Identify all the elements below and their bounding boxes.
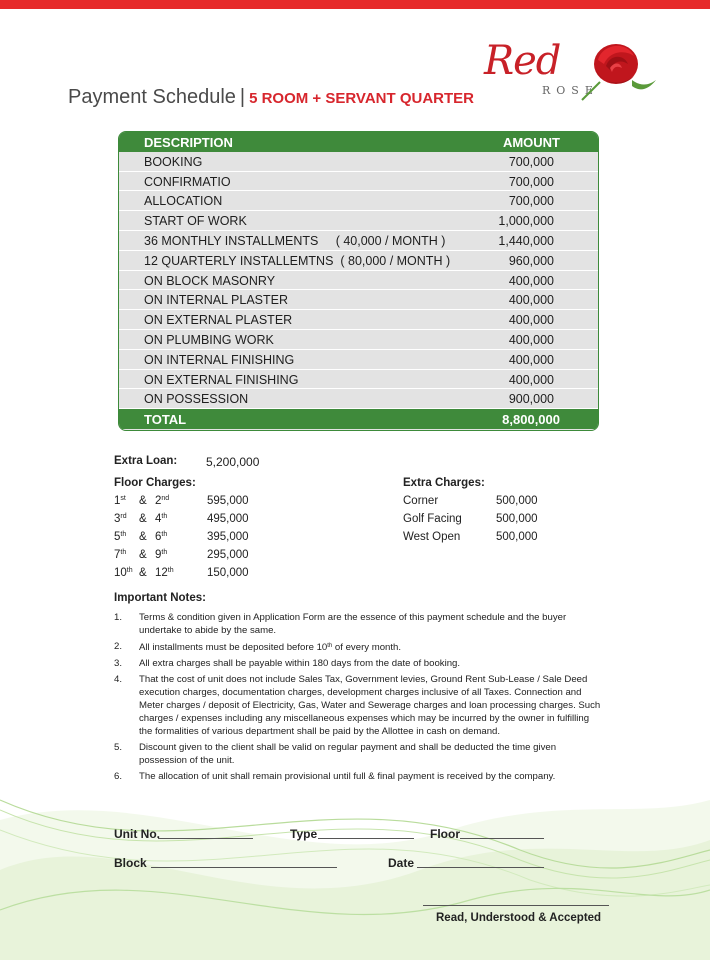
table-row xyxy=(119,191,598,211)
block-field[interactable] xyxy=(151,867,337,868)
note-text-pre: All installments must be deposited before 10 xyxy=(139,642,328,653)
table-row xyxy=(119,350,598,370)
floor-a: 7th xyxy=(114,549,127,561)
note-number: 6. xyxy=(114,771,123,782)
row-description: ON BLOCK MASONRY xyxy=(144,273,276,288)
floor-charges-title: Floor Charges: xyxy=(114,477,196,489)
floor-value: 595,000 xyxy=(207,495,249,507)
floor-value: 395,000 xyxy=(207,531,249,543)
note-item xyxy=(114,741,604,767)
row-amount: 1,440,000 xyxy=(498,233,554,248)
header-amount: AMOUNT xyxy=(502,135,560,150)
page-heading xyxy=(68,86,474,109)
table-row xyxy=(119,231,598,251)
floor-b: 6th xyxy=(155,531,168,543)
row-amount: 400,000 xyxy=(508,273,554,288)
table-row xyxy=(119,389,598,409)
note-text: That the cost of unit does not include Sales Tax, Government levies, Ground Rent Sub-Lease / Sale Deed execution charges, documentation charges, development charges inclusive of all Taxes. Connection and Meter charges / deposit of Electricity, Gas, Water and Sewerage charges and loan processing charges. Such charges / expenses including any miscellaneous expenses which may be incurred by the owner in fulfilling the formalities of various department shall be paid by the Allottee in cash on demand. xyxy=(139,674,601,737)
note-number: 1. xyxy=(114,612,123,623)
note-text: The allocation of unit shall remain provisional until full & final payment is received by the company. xyxy=(139,771,556,782)
row-amount: 400,000 xyxy=(508,372,554,387)
table-total-row xyxy=(119,409,598,429)
row-description: ON PLUMBING WORK xyxy=(144,332,274,347)
table-row xyxy=(119,152,598,172)
note-item xyxy=(114,657,604,670)
total-amount: 8,800,000 xyxy=(502,412,560,428)
note-text-post: of every month. xyxy=(332,642,402,653)
note-text: All extra charges shall be payable within 180 days from the date of booking. xyxy=(139,658,461,669)
floor-b: 4th xyxy=(155,513,168,525)
floor-label: Floor xyxy=(430,827,460,841)
date-label: Date xyxy=(388,856,415,870)
logo-subword: ROSE xyxy=(542,84,599,97)
row-description: ON POSSESSION xyxy=(144,392,249,407)
extra-loan-value: 5,200,000 xyxy=(206,455,260,469)
row-description: ON INTERNAL PLASTER xyxy=(144,293,289,308)
floor-amp: & xyxy=(139,531,147,543)
table-header-row xyxy=(119,132,598,152)
type-field[interactable] xyxy=(318,838,414,839)
extra-charge-value: 500,000 xyxy=(496,495,538,507)
table-row xyxy=(119,330,598,350)
table-row xyxy=(119,172,598,192)
signature-field[interactable] xyxy=(423,905,609,906)
floor-field[interactable] xyxy=(460,838,544,839)
signature-label: Read, Understood & Accepted xyxy=(436,912,602,924)
extra-charge-value: 500,000 xyxy=(496,531,538,543)
extra-charge-label: Corner xyxy=(403,495,439,507)
row-description: BOOKING xyxy=(144,154,203,169)
floor-a: 5th xyxy=(114,531,127,543)
floor-amp: & xyxy=(139,567,147,579)
red-rose-logo xyxy=(476,28,666,108)
extra-charge-value: 500,000 xyxy=(496,513,538,525)
row-amount: 400,000 xyxy=(508,332,554,347)
row-description: ON INTERNAL FINISHING xyxy=(144,352,295,367)
row-amount: 900,000 xyxy=(508,392,554,407)
row-description: 12 QUARTERLY INSTALLEMTNS ( 80,000 / MONTH ) xyxy=(144,253,451,268)
floor-b: 2nd xyxy=(155,495,170,507)
date-field[interactable] xyxy=(417,867,544,868)
extra-charge-label: Golf Facing xyxy=(403,513,462,525)
table-row xyxy=(119,251,598,271)
payment-table xyxy=(118,131,599,431)
note-number: 2. xyxy=(114,641,123,652)
table-row xyxy=(119,271,598,291)
rose-icon xyxy=(580,30,660,102)
table-row xyxy=(119,211,598,231)
row-description: START OF WORK xyxy=(144,214,247,229)
floor-value: 295,000 xyxy=(207,549,249,561)
row-description: CONFIRMATIO xyxy=(144,174,231,189)
note-number: 5. xyxy=(114,742,123,753)
row-amount: 700,000 xyxy=(508,194,554,209)
note-item xyxy=(114,640,604,654)
floor-value: 150,000 xyxy=(207,567,249,579)
row-description: ON EXTERNAL PLASTER xyxy=(144,313,293,328)
note-text: Discount given to the client shall be valid on regular payment and shall be deducted the time given possession of the unit. xyxy=(139,742,557,766)
extra-loan-label: Extra Loan: xyxy=(114,455,178,467)
page-title: Payment Schedule xyxy=(68,86,236,108)
note-item xyxy=(114,673,604,738)
row-amount: 400,000 xyxy=(508,293,554,308)
page-subtitle: 5 ROOM + SERVANT QUARTER xyxy=(249,90,474,107)
row-amount: 700,000 xyxy=(508,154,554,169)
floor-a: 1st xyxy=(114,495,126,507)
extra-charges-title: Extra Charges: xyxy=(403,477,485,489)
floor-a: 3rd xyxy=(114,513,127,525)
floor-b: 12th xyxy=(155,567,174,579)
unit-no-label: Unit No. xyxy=(114,827,160,841)
total-label: TOTAL xyxy=(144,412,187,428)
floor-amp: & xyxy=(139,495,147,507)
row-amount: 960,000 xyxy=(508,253,554,268)
unit-no-field[interactable] xyxy=(158,838,253,839)
floor-b: 9th xyxy=(155,549,168,561)
header-description: DESCRIPTION xyxy=(144,135,233,150)
row-description: ALLOCATION xyxy=(144,194,223,209)
row-amount: 400,000 xyxy=(508,313,554,328)
table-row xyxy=(119,310,598,330)
note-text: Terms & condition given in Application Form are the essence of this payment schedule and the buyer undertake to abide by the same. xyxy=(139,612,567,636)
notes-list xyxy=(114,611,604,786)
title-separator: | xyxy=(239,86,246,108)
note-number: 4. xyxy=(114,674,123,685)
floor-a: 10th xyxy=(114,567,133,579)
note-item xyxy=(114,770,604,783)
row-amount: 400,000 xyxy=(508,352,554,367)
extra-charge-label: West Open xyxy=(403,531,461,543)
floor-amp: & xyxy=(139,513,147,525)
floor-amp: & xyxy=(139,549,147,561)
notes-title: Important Notes: xyxy=(114,592,206,604)
logo-word: Red xyxy=(484,38,561,84)
table-row xyxy=(119,370,598,390)
table-row xyxy=(119,290,598,310)
row-amount: 1,000,000 xyxy=(498,214,554,229)
row-amount: 700,000 xyxy=(508,174,554,189)
block-label: Block xyxy=(114,856,147,870)
row-description: ON EXTERNAL FINISHING xyxy=(144,372,299,387)
note-item xyxy=(114,611,604,637)
background-green-waves xyxy=(0,760,710,960)
top-red-bar xyxy=(0,0,710,9)
row-description: 36 MONTHLY INSTALLMENTS ( 40,000 / MONTH ) xyxy=(144,233,446,248)
note-number: 3. xyxy=(114,658,123,669)
note-text-sup: th xyxy=(327,643,333,649)
floor-value: 495,000 xyxy=(207,513,249,525)
type-label: Type xyxy=(290,827,318,841)
